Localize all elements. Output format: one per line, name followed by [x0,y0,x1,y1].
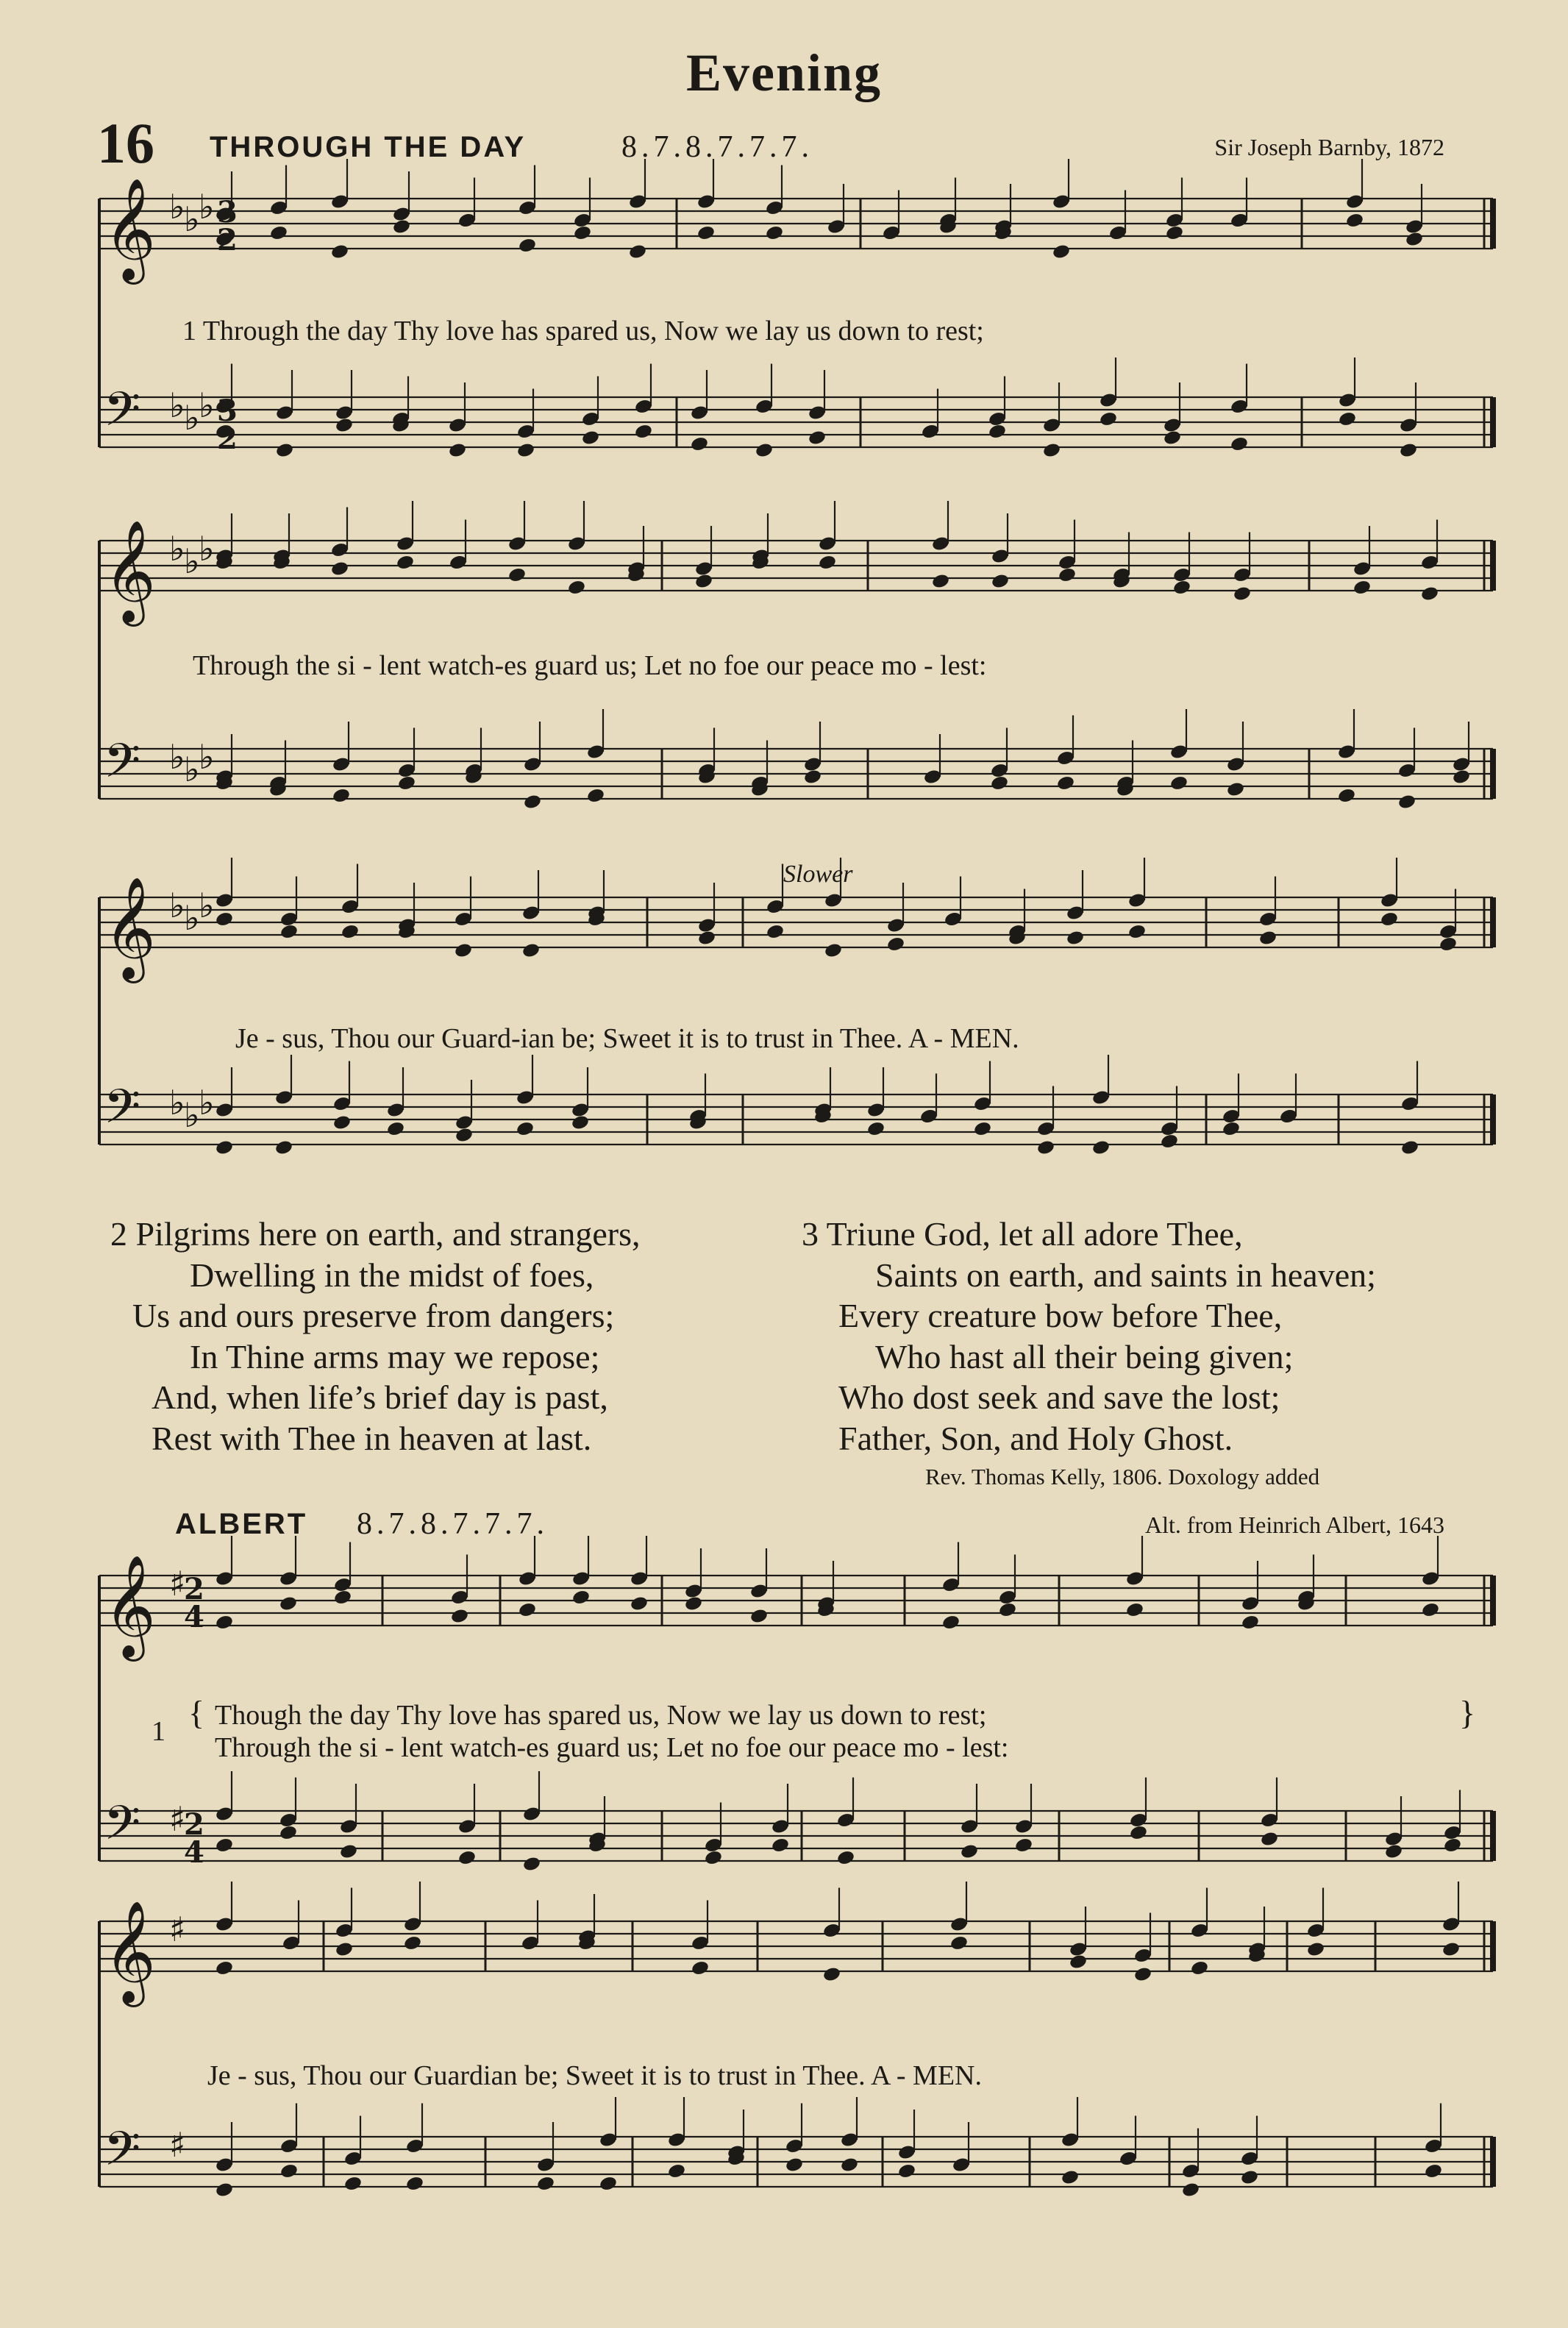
note-head [1421,1601,1440,1618]
note-head [1165,224,1184,241]
note-head [1056,775,1075,791]
stanza-line: Us and ours preserve from dangers; [132,1297,615,1334]
note-head [405,2175,424,2192]
tune2-lyric-line: Through the si - lent watch-es guard us; Let no foe our peace mo - lest: [215,1732,1009,1763]
note-head [1380,911,1399,928]
right-brace-icon: } [1459,1694,1476,1731]
time-signature: 2 [217,223,238,257]
note-head [694,573,713,590]
note-head [522,1856,541,1873]
tune1-lyric-line: Je - sus, Thou our Guard-ian be; Sweet it is to trust in Thee. A - MEN. [235,1023,1019,1054]
left-brace-icon: { [188,1694,205,1731]
sharp-icon: ♯ [169,1564,186,1603]
note-head [1306,1941,1325,1958]
note-head [516,442,535,459]
note-head [1258,930,1277,947]
note-head [866,1120,885,1137]
composer-credit: Alt. from Heinrich Albert, 1643 [1144,1512,1444,1538]
page-heading: Evening [685,43,883,102]
note-head [397,775,416,791]
note-head [931,573,950,590]
note-head [886,936,905,953]
stanza-line: Rest with Thee in heaven at last. [152,1419,592,1457]
stanza-line: Who hast all their being given; [875,1337,1294,1375]
note-head [279,923,299,940]
note-head [1036,1139,1055,1156]
sharp-icon: ♯ [169,2125,186,2165]
stanza-line: And, when life’s brief day is past, [152,1378,608,1416]
note-head [215,1614,234,1631]
note-head [1163,430,1182,446]
note-head [507,566,527,583]
note-head [1442,1941,1461,1958]
bass-clef-icon: 𝄢 [104,734,141,800]
note-head [215,911,234,928]
note-head [960,1843,979,1860]
note-head [808,430,827,446]
note-head [836,1849,855,1866]
text-author-credit: Rev. Thomas Kelly, 1806. Doxology added [925,1464,1320,1489]
note-head [697,930,716,947]
note-head [755,442,774,459]
note-head [949,1934,969,1951]
flat-icon: ♭ [169,385,185,425]
note-head [215,2182,234,2199]
stanza-line: Father, Son, and Holy Ghost. [838,1419,1233,1457]
note-head [1399,442,1418,459]
note-head [1424,2163,1443,2179]
stanza-line: Who dost seek and save the lost; [838,1378,1280,1416]
note-head [343,2175,363,2192]
flat-icon: ♭ [184,1095,200,1135]
note-head [215,1959,234,1976]
treble-clef-icon: 𝄞 [104,178,156,280]
stanza-line: Saints on earth, and saints in heaven; [875,1256,1376,1294]
verse-number: 1 [152,1716,165,1747]
note-head [330,243,349,260]
stanza-line: 2 Pilgrims here on earth, and strangers, [110,1215,641,1253]
tune-meter: 8.7.8.7.7.7. [621,130,813,164]
note-head [1439,936,1458,953]
note-head [571,1114,590,1131]
flat-icon: ♭ [199,886,215,925]
flat-icon: ♭ [169,737,185,777]
flat-icon: ♭ [184,398,200,438]
flat-icon: ♭ [199,529,215,569]
note-head [215,1837,234,1854]
bass-clef-icon: 𝄢 [104,1796,141,1862]
note-head [521,942,541,959]
note-head [1061,2169,1080,2186]
note-head [386,1120,405,1137]
flat-icon: ♭ [184,541,200,581]
flat-icon: ♭ [199,187,215,227]
note-head [275,442,294,459]
stanza-verse-3 [802,1214,1376,1459]
bass-clef-icon: 𝄢 [104,1080,141,1146]
note-head [1181,2182,1200,2199]
note-head [571,1589,591,1606]
time-signature: 2 [217,421,238,456]
stanza-verse-2 [110,1214,640,1459]
note-head [684,1595,703,1612]
note-head [840,2157,859,2174]
note-head [567,579,586,596]
note-head [1042,442,1061,459]
note-head [335,417,354,434]
note-head [1384,1843,1403,1860]
note-head [1129,1824,1148,1841]
note-head [1222,1120,1241,1137]
note-head [1443,1837,1462,1854]
note-head [824,942,843,959]
note-head [667,2163,686,2179]
stanza-line: Every creature bow before Thee, [838,1297,1283,1334]
note-head [1052,243,1071,260]
tempo-direction: Slower [783,861,853,888]
tune-meter: 8.7.8.7.7.7. [357,1507,549,1541]
note-head [1400,1139,1419,1156]
note-head [1160,1133,1179,1150]
stanza-line: 3 Triune God, let all adore Thee, [802,1215,1243,1253]
sharp-icon: ♯ [169,1909,186,1949]
note-head [396,554,415,571]
note-head [1452,769,1471,786]
treble-clef-icon: 𝄞 [104,520,156,622]
flat-icon: ♭ [184,750,200,789]
note-head [1260,1831,1279,1848]
flat-icon: ♭ [184,898,200,938]
note-head [333,1589,352,1606]
time-signature: 2 [184,1807,204,1842]
note-head [1345,212,1364,229]
flat-icon: ♭ [169,187,185,227]
note-head [690,435,709,452]
note-head [518,237,537,254]
note-head [450,1608,469,1625]
note-head [1066,930,1085,947]
note-head [1405,231,1424,248]
time-signature: 4 [184,1835,204,1870]
note-head [1230,435,1249,452]
note-head [392,218,411,235]
flat-icon: ♭ [184,199,200,239]
note-head [818,554,837,571]
time-signature: 2 [184,1572,204,1606]
note-head [1169,775,1189,791]
sharp-icon: ♯ [169,1799,186,1839]
note-head [634,423,653,440]
note-head [628,243,647,260]
note-head [991,573,1010,590]
note-head [279,1595,298,1612]
note-head [1190,1959,1209,1976]
note-head [455,1127,474,1144]
time-signature: 3 [217,195,238,229]
note-head [523,794,542,811]
note-head [332,787,351,804]
note-head [341,923,360,940]
note-head [1058,566,1077,583]
tune2-lyric-line: Though the day Thy love has spared us, Now we lay us down to rest; [215,1700,987,1731]
note-head [1397,794,1416,811]
flat-icon: ♭ [199,737,215,777]
note-head [1127,923,1147,940]
flat-icon: ♭ [169,886,185,925]
note-head [785,2157,804,2174]
flat-icon: ♭ [169,529,185,569]
tune-title-through-the-day: THROUGH THE DAY [210,131,527,163]
note-head [822,1966,841,1983]
note-head [691,1959,710,1976]
note-head [215,1139,234,1156]
note-head [1241,1614,1260,1631]
stanza-line: Dwelling in the midst of foes, [190,1256,594,1294]
note-head [696,224,716,241]
flat-icon: ♭ [199,385,215,425]
note-head [1014,1837,1033,1854]
tune1-lyric-line: Through the si - lent watch-es guard us; Let no foe our peace mo - lest: [193,650,987,681]
note-head [279,2163,299,2179]
note-head [1099,410,1118,427]
note-head [516,1120,535,1137]
note-head [586,787,605,804]
treble-clef-icon: 𝄞 [104,1555,156,1657]
note-head [1069,1954,1088,1971]
note-head [749,1608,769,1625]
composer-credit: Sir Joseph Barnby, 1872 [1214,134,1444,160]
note-head [330,560,349,577]
note-head [1240,2169,1259,2186]
note-head [1420,585,1439,602]
note-head [1353,579,1372,596]
note-head [403,1934,422,1951]
note-head [990,775,1009,791]
time-signature: 3 [217,394,238,428]
note-head [988,423,1007,440]
note-head [573,224,592,241]
note-head [941,1614,961,1631]
note-head [704,1849,723,1866]
note-head [1125,1601,1144,1618]
note-head [803,769,822,786]
note-head [518,1601,537,1618]
note-head [332,1114,352,1131]
note-head [766,923,785,940]
bass-clef-icon: 𝄢 [104,2122,141,2188]
flat-icon: ♭ [199,1083,215,1122]
stanza-line: In Thine arms may we repose; [190,1337,600,1375]
note-head [1091,1139,1111,1156]
tune2-lyric-line: Je - sus, Thou our Guardian be; Sweet it is to trust in Thee. A - MEN. [207,2060,982,2091]
tune-title-albert: ALBERT [175,1508,308,1540]
flat-icon: ♭ [169,1083,185,1122]
hymn-number: 16 [97,111,154,175]
note-head [897,2163,916,2179]
time-signature: 4 [184,1600,204,1634]
note-head [279,1824,298,1841]
note-head [1233,585,1252,602]
note-head [457,1849,477,1866]
note-head [630,1595,649,1612]
note-head [581,430,600,446]
note-head [335,1941,354,1958]
note-head [1226,781,1245,798]
note-head [1133,1966,1152,1983]
note-head [269,224,288,241]
note-head [274,1139,293,1156]
note-head [1337,787,1356,804]
tune1-lyric-line: 1 Through the day Thy love has spared us, Now we lay us down to rest; [182,316,984,346]
treble-clef-icon: 𝄞 [104,1901,156,2003]
note-head [973,1120,992,1137]
note-head [1172,579,1191,596]
note-head [454,942,473,959]
treble-clef-icon: 𝄞 [104,877,156,979]
note-head [765,224,784,241]
note-head [599,2175,618,2192]
note-head [771,1837,790,1854]
note-head [536,2175,555,2192]
note-head [448,442,467,459]
note-head [1338,410,1357,427]
note-head [339,1843,358,1860]
note-head [998,1601,1017,1618]
bass-clef-icon: 𝄢 [104,382,141,449]
